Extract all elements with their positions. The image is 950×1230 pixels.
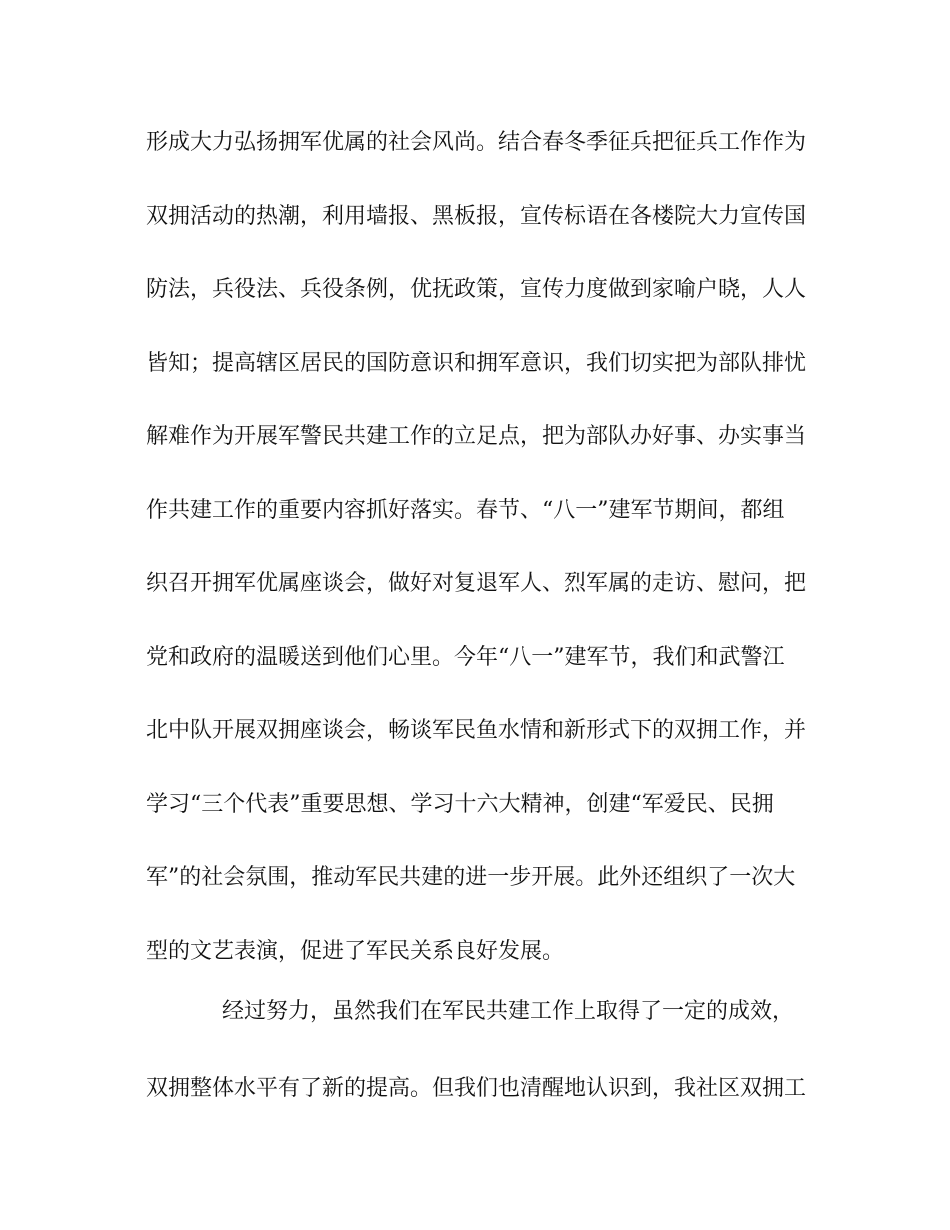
text-line: 作共建工作的重要内容抓好落实。春节、“八一”建军节期间，都组	[146, 498, 785, 523]
text-line: 解难作为开展军警民共建工作的立足点，把为部队办好事、办实事当	[146, 424, 806, 449]
text-line: 军”的社会氛围，推动军民共建的进一步开展。此外还组织了一次大	[146, 865, 796, 890]
text-line: 学习“三个代表”重要思想、学习十六大精神，创建“军爱民、民拥	[146, 792, 774, 817]
text-line: 皆知；提高辖区居民的国防意识和拥军意识，我们切实把为部队排忧	[146, 351, 806, 376]
text-line: 形成大力弘扬拥军优属的社会风尚。结合春冬季征兵把征兵工作作为	[146, 130, 806, 155]
text-line: 织召开拥军优属座谈会，做好对复退军人、烈军属的走访、慰问，把	[146, 571, 806, 596]
text-line: 防法，兵役法、兵役条例，优抚政策，宣传力度做到家喻户晓，人人	[146, 277, 806, 302]
text-line: 党和政府的温暖送到他们心里。今年“八一”建军节，我们和武警江	[146, 645, 785, 670]
text-line: 双拥整体水平有了新的提高。但我们也清醒地认识到，我社区双拥工	[146, 1076, 806, 1101]
text-line: 双拥活动的热潮，利用墙报、黑板报，宣传标语在各楼院大力宣传国	[146, 204, 806, 229]
paragraph-first-line: 经过努力，虽然我们在军民共建工作上取得了一定的成效，	[222, 999, 795, 1024]
text-line: 北中队开展双拥座谈会，畅谈军民鱼水情和新形式下的双拥工作，并	[146, 718, 806, 743]
text-line: 型的文艺表演，促进了军民关系良好发展。	[146, 939, 565, 964]
